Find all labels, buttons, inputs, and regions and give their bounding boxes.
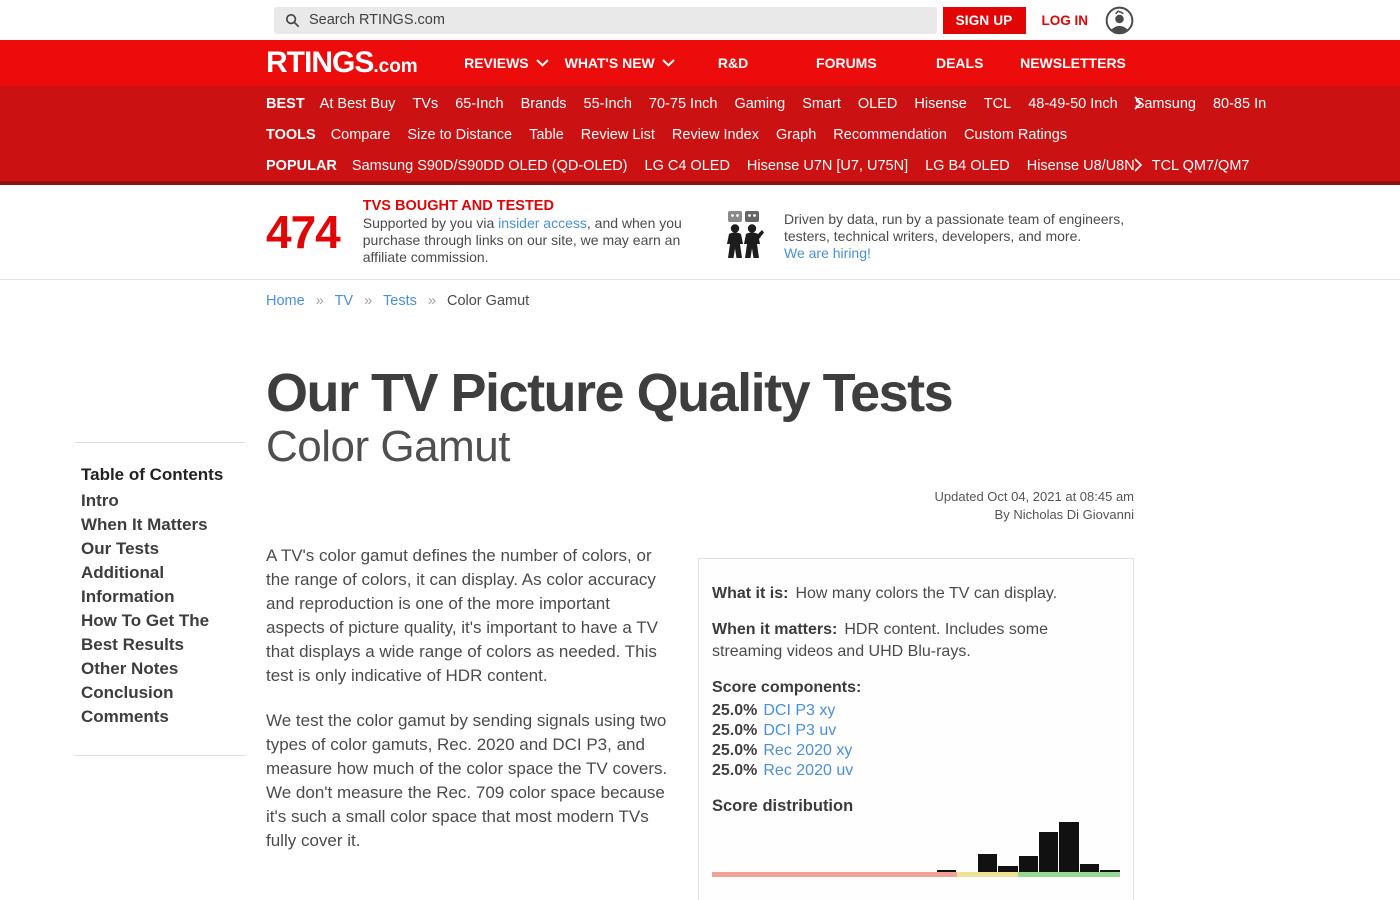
best-row-link[interactable]: 65-Inch bbox=[455, 95, 504, 112]
breadcrumb-current: Color Gamut bbox=[446, 293, 530, 309]
best-row-items bbox=[320, 96, 1267, 112]
article bbox=[266, 365, 1134, 900]
team-text: Driven by data, run by a passionate team of engineers, testers, technical writers, developers, and more. We are hiring! bbox=[784, 210, 1125, 261]
best-row-link[interactable]: TCL bbox=[983, 95, 1012, 112]
chevron-right-icon[interactable] bbox=[1134, 158, 1142, 172]
breadcrumb-tests[interactable]: Tests bbox=[383, 293, 417, 309]
score-component bbox=[712, 721, 1120, 741]
popular-row-link[interactable]: Hisense U7N [U7, U75N] bbox=[746, 157, 909, 174]
popular-row-link[interactable]: LG B4 OLED bbox=[925, 157, 1010, 174]
breadcrumb-separator: » bbox=[315, 293, 324, 309]
score-histogram-zones bbox=[712, 872, 1120, 877]
component-weight: 25.0% bbox=[712, 762, 758, 780]
popular-row-link[interactable]: Samsung S90D/S90DD OLED (QD-OLED) bbox=[351, 157, 628, 174]
when-it-matters-row bbox=[712, 619, 1120, 663]
tools-row-link[interactable]: Review Index bbox=[671, 126, 759, 143]
toc-item[interactable]: How To Get The Best Results bbox=[81, 611, 210, 654]
histogram-bar bbox=[1080, 864, 1099, 872]
subnav-row-tools bbox=[0, 119, 1400, 150]
user-avatar-icon[interactable] bbox=[1105, 6, 1134, 35]
support-text-pre: Supported by you via bbox=[362, 215, 499, 231]
toc-item[interactable]: Other Notes bbox=[81, 659, 179, 678]
test-info-card bbox=[698, 558, 1134, 900]
histogram-bar bbox=[1019, 856, 1038, 872]
nav-menu bbox=[450, 55, 1130, 71]
subnav-row-popular bbox=[0, 150, 1400, 181]
breadcrumb bbox=[266, 293, 1400, 309]
nav-menu-item-label: REVIEWS bbox=[464, 55, 529, 71]
search-input[interactable] bbox=[274, 7, 937, 34]
best-row-link[interactable]: Smart bbox=[802, 95, 841, 112]
nav-menu-item-label: FORUMS bbox=[816, 55, 877, 71]
search-icon bbox=[285, 13, 300, 28]
breadcrumb-home[interactable]: Home bbox=[266, 293, 305, 309]
page-subtitle: Color Gamut bbox=[266, 421, 510, 471]
nav-menu-item-label: R&D bbox=[717, 55, 749, 71]
banner-right bbox=[721, 203, 1134, 262]
what-it-is-text: How many colors the TV can display. bbox=[795, 585, 1058, 603]
score-component bbox=[712, 741, 1120, 761]
best-row-link[interactable]: Hisense bbox=[914, 95, 967, 112]
rtings-logo[interactable]: RTINGS.com bbox=[266, 46, 418, 79]
when-it-matters-text: HDR content. Includes some streaming videos and UHD Blu-rays. bbox=[712, 621, 1048, 661]
best-row-label: BEST bbox=[266, 95, 305, 112]
login-button[interactable]: LOG IN bbox=[1041, 12, 1088, 28]
nav-menu-item[interactable] bbox=[563, 55, 676, 71]
tools-row-link[interactable]: Graph bbox=[775, 126, 817, 143]
breadcrumb-separator: » bbox=[427, 293, 436, 309]
stats-banner bbox=[0, 185, 1400, 280]
author: By Nicholas Di Giovanni bbox=[994, 507, 1134, 523]
histogram-bar bbox=[978, 854, 997, 872]
toc-item[interactable]: Comments bbox=[81, 707, 169, 726]
best-row-link[interactable]: TVs bbox=[412, 95, 439, 112]
popular-row-link[interactable]: Hisense U8/U8N bbox=[1026, 157, 1135, 174]
when-it-matters-label: When it matters: bbox=[712, 621, 838, 639]
tools-row-link[interactable]: Review List bbox=[580, 126, 655, 143]
toc-item[interactable]: Additional Information bbox=[81, 563, 175, 606]
chevron-down-icon bbox=[536, 59, 549, 67]
best-row-link[interactable]: 48-49-50 Inch bbox=[1028, 95, 1118, 112]
intro-text bbox=[266, 544, 670, 900]
toc-item[interactable]: When It Matters bbox=[81, 515, 208, 534]
component-link[interactable]: Rec 2020 uv bbox=[763, 762, 854, 780]
popular-row-link[interactable]: LG C4 OLED bbox=[644, 157, 730, 174]
banner-text bbox=[363, 198, 687, 266]
score-components-label: Score components: bbox=[712, 679, 862, 697]
toc-item[interactable]: Intro bbox=[81, 491, 119, 510]
tv-count: 474 bbox=[266, 206, 340, 258]
nav-menu-item[interactable] bbox=[450, 55, 563, 71]
byline bbox=[266, 488, 1134, 524]
main-nav bbox=[0, 40, 1400, 86]
tools-row-items bbox=[331, 127, 1067, 143]
score-distribution-chart bbox=[712, 822, 1120, 877]
nav-menu-item[interactable] bbox=[790, 55, 903, 71]
chevron-down-icon bbox=[662, 59, 675, 67]
toc-title: Table of Contents bbox=[81, 465, 224, 484]
tools-row-label: TOOLS bbox=[266, 126, 316, 143]
nav-menu-item-label: NEWSLETTERS bbox=[1020, 55, 1126, 71]
banner-title: TVS BOUGHT AND TESTED bbox=[362, 198, 554, 214]
nav-menu-item[interactable] bbox=[676, 55, 789, 71]
sub-nav bbox=[0, 86, 1400, 185]
tools-row-link[interactable]: Table bbox=[529, 126, 564, 143]
search-placeholder: Search RTINGS.com bbox=[309, 12, 445, 28]
popular-row-items bbox=[352, 158, 1250, 174]
updated-date: Updated Oct 04, 2021 at 08:45 am bbox=[934, 489, 1134, 505]
best-row-link[interactable]: 80-85 In bbox=[1212, 95, 1267, 112]
component-weight: 25.0% bbox=[712, 722, 758, 740]
banner-left bbox=[266, 198, 721, 266]
support-text-post: , and when you purchase through links on our site, we may earn an affiliate commission. bbox=[362, 215, 682, 265]
what-it-is-row bbox=[712, 583, 1120, 605]
main-content bbox=[0, 365, 1400, 900]
page-title: Our TV Picture Quality Tests bbox=[266, 363, 953, 423]
table-of-contents bbox=[75, 442, 245, 756]
score-histogram-bars bbox=[712, 822, 1120, 872]
toc-item[interactable]: Our Tests bbox=[81, 539, 160, 558]
best-row-link[interactable]: 55-Inch bbox=[583, 95, 632, 112]
toc-item[interactable]: Conclusion bbox=[81, 683, 174, 702]
score-component bbox=[712, 761, 1120, 781]
subnav-row-best bbox=[0, 88, 1400, 119]
top-bar bbox=[0, 0, 1400, 40]
team-icon bbox=[721, 211, 767, 259]
best-row-link[interactable]: 70-75 Inch bbox=[648, 95, 718, 112]
score-zone-mid bbox=[957, 872, 1018, 877]
toc-list bbox=[81, 489, 245, 729]
tools-row-link[interactable]: Recommendation bbox=[833, 126, 947, 143]
best-row-link[interactable]: Gaming bbox=[734, 95, 786, 112]
popular-row-link[interactable]: TCL QM7/QM7 bbox=[1151, 157, 1250, 174]
breadcrumb-separator: » bbox=[364, 293, 373, 309]
popular-row-label: POPULAR bbox=[266, 157, 337, 174]
score-distribution-label: Score distribution bbox=[712, 797, 854, 816]
what-it-is-label: What it is: bbox=[712, 585, 789, 603]
score-component bbox=[712, 701, 1120, 721]
tools-row-link[interactable]: Size to Distance bbox=[407, 126, 513, 143]
chevron-right-icon[interactable] bbox=[1134, 96, 1142, 110]
best-row-link[interactable]: At Best Buy bbox=[319, 95, 396, 112]
histogram-bar bbox=[1059, 822, 1078, 872]
component-link[interactable]: DCI P3 uv bbox=[763, 722, 837, 740]
score-zone-high bbox=[1018, 872, 1120, 877]
score-components-list bbox=[712, 701, 1120, 781]
insider-access-link[interactable]: insider access bbox=[498, 215, 587, 231]
nav-menu-item[interactable] bbox=[1016, 55, 1129, 71]
component-link[interactable]: DCI P3 xy bbox=[763, 702, 836, 720]
histogram-bar bbox=[1039, 832, 1058, 872]
best-row-link[interactable]: OLED bbox=[857, 95, 898, 112]
tools-row-link[interactable]: Compare bbox=[330, 126, 391, 143]
paragraph-1: A TV's color gamut defines the number of colors, or the range of colors, it can display. As color accuracy and reproduction is one of the more important aspects of picture quality, it's important to have a TV that displays a wide range of colors as needed. This test is only indicative of HDR content. bbox=[266, 546, 658, 686]
breadcrumb-tv[interactable]: TV bbox=[334, 293, 354, 309]
tools-row-link[interactable]: Custom Ratings bbox=[963, 126, 1068, 143]
nav-menu-item[interactable] bbox=[903, 55, 1016, 71]
hiring-link[interactable]: We are hiring! bbox=[784, 244, 871, 261]
score-zone-low bbox=[712, 872, 957, 877]
component-link[interactable]: Rec 2020 xy bbox=[763, 742, 853, 760]
best-row-link[interactable]: Samsung bbox=[1134, 95, 1196, 112]
paragraph-2: We test the color gamut by sending signals using two types of color gamuts, Rec. 2020 and DCI P3, and measure how much of the color space the TV covers. We don't measure the Rec. 709 color space because it's such a small color space that most modern TVs fully cover it. bbox=[266, 711, 668, 851]
nav-menu-item-label: DEALS bbox=[935, 55, 984, 71]
signup-button[interactable]: SIGN UP bbox=[943, 7, 1026, 34]
component-weight: 25.0% bbox=[712, 702, 758, 720]
component-weight: 25.0% bbox=[712, 742, 758, 760]
nav-menu-item-label: WHAT'S NEW bbox=[564, 55, 655, 71]
best-row-link[interactable]: Brands bbox=[520, 95, 567, 112]
content-row bbox=[266, 544, 1134, 900]
